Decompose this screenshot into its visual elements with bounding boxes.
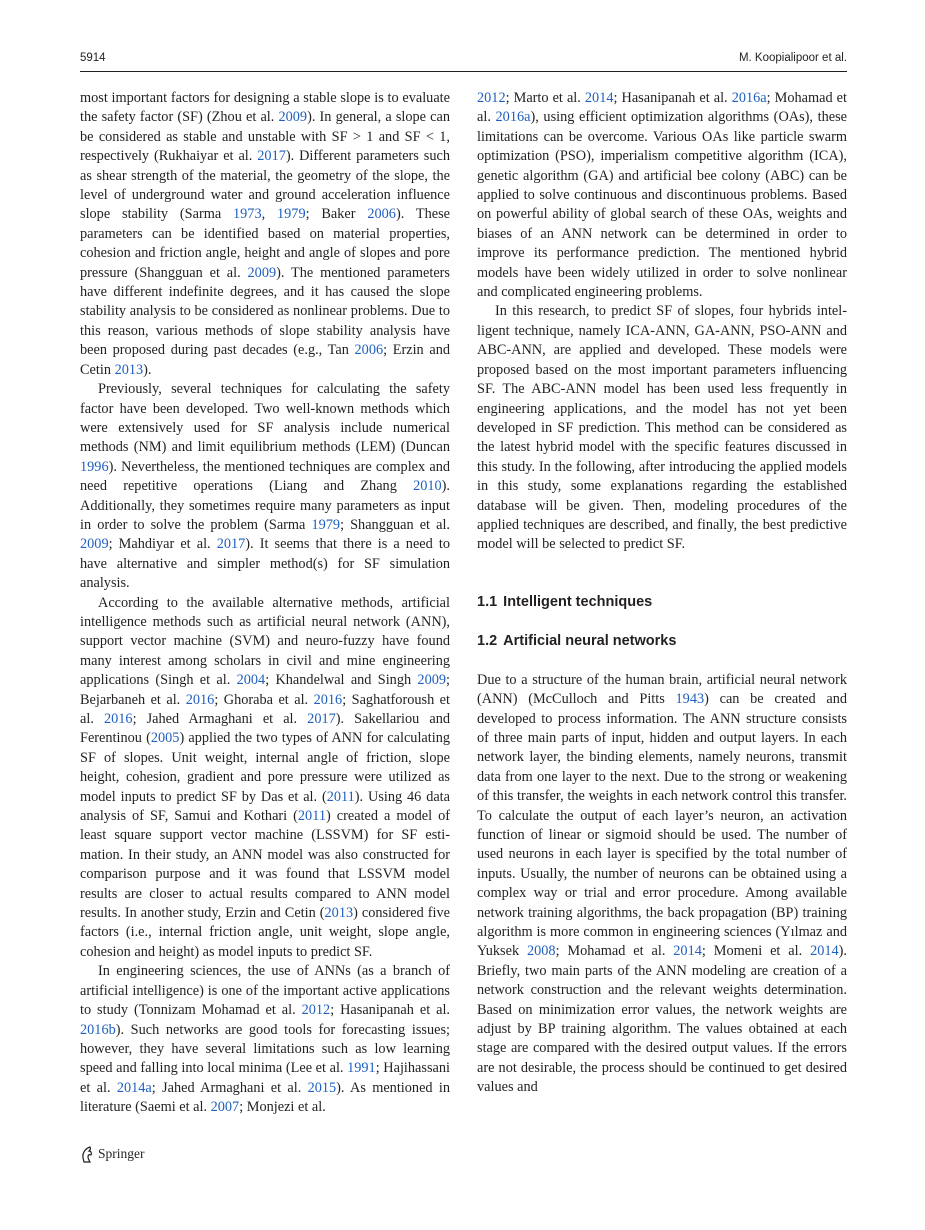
citation-link[interactable]: 2009 [80, 536, 109, 553]
citation-link[interactable]: 2016 [185, 691, 215, 708]
right-column [477, 89, 847, 1098]
citation-link[interactable]: 2016 [103, 711, 133, 727]
citation-link[interactable]: 2009 [278, 109, 308, 126]
citation-link[interactable]: 2010 [413, 478, 442, 495]
citation-link[interactable]: 2005 [150, 730, 180, 747]
citation-link[interactable]: 2004 [236, 672, 266, 689]
page-footer [80, 1145, 145, 1163]
section-number: 1.1 [477, 593, 498, 610]
header-rule [80, 71, 847, 72]
paragraph-ann-limitations: In engineering sciences, the use of ANNs (as a branch of artificial intelligence) is one of the important active applications to study (Tonnizam Mohamad et al. 2012; Hasanipanah et al. 2016b). Such networks are good tools for forecasting issues; however, they have several limitations such as low learning speed and falling into local minima (Lee et al. 1991; Hajihassani et al. 2014a; Jahed Armaghani et al. 2015). As mentioned in literature (Saemi et al. 2007; Monjezi et al. [80, 963, 450, 1116]
paragraph-this-research: In this research, to predict SF of slopes, four hybrids intelligent technique, namely ICA-ANN, GA-ANN, PSO-ANN and ABC-ANN, are applied and developed. These models were proposed based on the most important parameters influencing SF. The ABC-ANN model has been used less frequently in engineering applications, and the model has not yet been developed in SF prediction. This method can be considered as the latest hybrid model with the specific features discussed in this study. In the following, after introducing the applied models in this study, some explanations regarding the established database will be given. Then, modeling procedures of the applied techniques are described, and finally, the best predictive model will be selected to predict SF. [477, 303, 847, 553]
citation-link[interactable]: 2017 [257, 148, 286, 165]
citation-link[interactable]: 2006 [354, 342, 384, 359]
running-header [80, 52, 847, 68]
section-title: Artificial neural networks [503, 632, 677, 649]
citation-link[interactable]: 2016b [80, 1021, 116, 1038]
citation-link[interactable]: 2008 [526, 943, 556, 960]
section-number: 1.2 [477, 632, 498, 649]
publisher-name: Springer [98, 1146, 145, 1161]
citation-link[interactable]: 2012 [301, 1002, 331, 1019]
paragraph-slope-stability: most important factors for designing a stable slope is to evaluate the safety factor (SF) (Zhou et al. 2009). In general, a slope can be considered as stable and unstable with SF > 1 and SF < 1, respectively (Rukhaiyar et al. 2017). Different parameters such as shear strength of the material, the geometry of the slope, the level of underground water and ground acceleration influence slope stability (Sarma 1973, 1979; Baker 2006). These parameters can be identified based on material properties, cohesion and friction angle, height and angle of slopes and pore pressure (Shangguan et al. 2009). The mentioned parameters have different indefinite degrees, and it has caused the slope stability analysis to be considered as nonlinear problems. Due to this reason, various methods of slope stability analysis have been proposed during past decades (e.g., Tan 2006; Erzin and Cetin 2013). [80, 90, 450, 378]
citation-link[interactable]: 2016 [313, 691, 343, 708]
citation-link[interactable]: 1991 [347, 1060, 376, 1077]
citation-link[interactable]: 2014 [810, 943, 839, 960]
citation-link[interactable]: 2011 [297, 808, 326, 825]
paragraph-ai-methods: According to the available alternative methods, artificial intelligence methods such as artificial neural network (ANN), support vector machine (SVM) and neuro-fuzzy have found many interest among scholars in civil and mine engineering applications (Singh et al. 2004; Khandelwal and Singh 2009; Bejarbaneh et al. 2016; Ghoraba et al. 2016; Saghatforoush et al. 2016; Jahed Armaghani et al. 2017). Sakellariou and Ferentinou (2005) applied the two types of ANN for calculating SF of slopes. Unit weight, internal angle of friction, slope height, cohesion, gradient and pore pressure were utilized as model inputs to predict SF by Das et al. (2011). Using 46 data analysis of SF, Samui and Kothari (2011) created a model of least square support vector machine (LSSVM) for SF estimation. In their study, an ANN model was also constructed for comparison purpose and it was found that LSSVM model results are closer to actual results compared to ANN model results. In another study, Erzin and Cetin (2013) considered five factors (i.e., internal friction angle, unit weight, slope angle, cohesion and height) as model inputs to predict SF. [80, 594, 451, 960]
citation-link[interactable]: 2016a [731, 90, 767, 106]
paragraph-ann-structure: Due to a structure of the human brain, artificial neural network (ANN) (McCulloch and Pitts 1943) can be created and developed to process information. The ANN structure consists of three main parts of input, hidden and output layers. In each network layer, the binding elements, namely neurons, transmit data from one layer to the next. Due to the strong or weakening of this transfer, the weights in each network control this transfer. To calculate the output of each layer’s neuron, an activation function of linear or sigmoid should be used. The number of used neurons in each layer is specified by the total number of inputs. Usually, the number of neurons can be obtained using a complex way or trial and error procedure. Among available network training algorithms, the back propagation (BP) training algorithm is more common in engineering sciences (Yılmaz and Yuksek 2008; Mohamad et al. 2014; Momeni et al. 2014). Briefly, two main parts of the ANN modeling are creation of a network construction and the relevant weights determination. Based on minimization error values, the network weights are adjust by BP training algorithm. The values obtained at each stage are compared with the desired output values. If the errors are not desirable, the process should be continued to get desired values and [477, 671, 847, 1096]
paragraph-previous-techniques: Previously, several techniques for calculating the safety factor have been developed. Two well-known methods which were extensively used for SF analysis include numerical methods (NM) and limit equilibrium methods (LEM) (Duncan 1996). Nevertheless, the mentioned techniques are complex and need repetitive operations (Liang and Zhang 2010). Additionally, they sometimes require many parameters as input in order to solve the problem (Sarma 1979; Shangguan et al. 2009; Mahdiyar et al. 2017). It seems that there is a need to have alternative and simpler method(s) for SF simulation analysis. [80, 381, 450, 592]
citation-link[interactable]: 1973 [233, 206, 262, 223]
left-column [80, 89, 450, 1118]
citation-link[interactable]: 1979 [311, 516, 341, 533]
citation-link[interactable]: 2006 [367, 206, 396, 223]
citation-link[interactable]: 2012 [477, 90, 506, 106]
citation-link[interactable]: 2014a [116, 1079, 152, 1096]
citation-link[interactable]: 1943 [675, 691, 705, 708]
citation-link[interactable]: 1979 [277, 206, 306, 223]
citation-link[interactable]: 2015 [307, 1079, 337, 1096]
citation-link[interactable]: 2013 [114, 361, 144, 378]
citation-link[interactable]: 2009 [417, 672, 447, 689]
citation-link[interactable]: 2011 [326, 788, 355, 805]
citation-link[interactable]: 2017 [307, 711, 336, 727]
citation-link[interactable]: 2016a [495, 109, 531, 126]
citation-link[interactable]: 2014 [673, 943, 702, 960]
springer-horse-icon [80, 1146, 94, 1163]
citation-link[interactable]: 2009 [247, 264, 277, 281]
section-title: Intelligent techniques [503, 593, 653, 610]
citation-link[interactable]: 2013 [324, 905, 354, 922]
citation-link[interactable]: 2017 [216, 536, 246, 553]
running-authors: M. Koopialipoor et al. [738, 52, 847, 64]
section-heading-intelligent-techniques [477, 593, 847, 612]
paragraph-optimization-algorithms: 2012; Marto et al. 2014; Hasanipanah et al. 2016a; Mohamad et al. 2016a), using efficient optimization algorithms (OAs), these limitations can be overcome. Various OAs like particle swarm optimization (PSO), imperialism competitive algorithm (ICA), genetic algorithm (GA) and artificial bee colony (ABC) can be applied to solve continuous and discontinuous problems. Based on powerful ability of global search of these OAs, weights and biases of an ANN network can be determined in order to improve its performance prediction. The mentioned hybrid models have been widely utilized in order to solve nonlinear and complicated engineering problems. [477, 90, 847, 301]
page-number: 5914 [80, 52, 106, 64]
citation-link[interactable]: 1996 [80, 458, 109, 475]
citation-link[interactable]: 2014 [584, 90, 614, 106]
citation-link[interactable]: 2007 [210, 1099, 240, 1116]
section-heading-artificial-neural-networks [477, 632, 847, 651]
